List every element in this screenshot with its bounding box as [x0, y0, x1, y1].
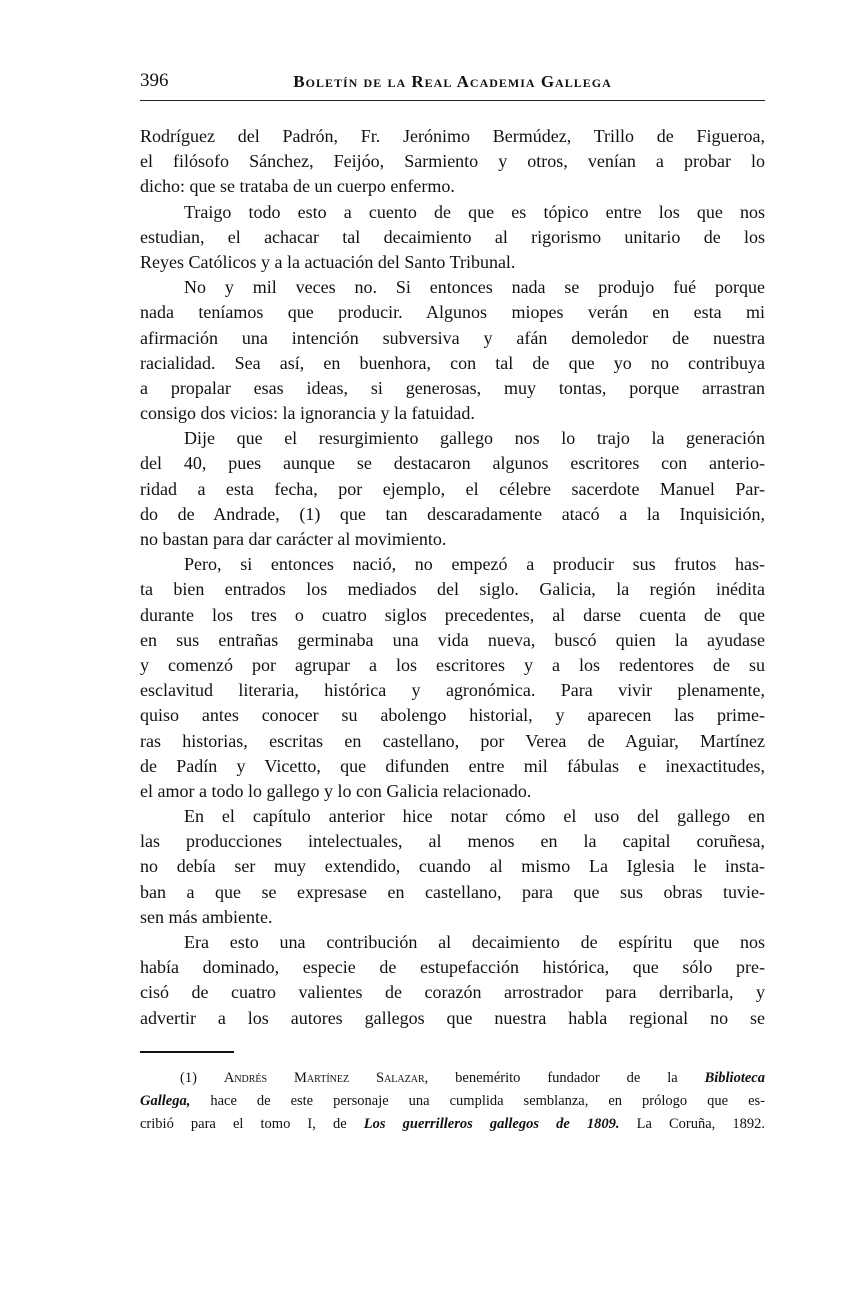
header-rule [140, 100, 765, 101]
body-line: y comenzó por agrupar a los escritores y a los redentores de su [140, 654, 765, 675]
footnote [140, 1067, 765, 1136]
body-line: afirmación una intención subversiva y afán demoledor de nuestra [140, 327, 765, 348]
footnote-text: hace de este personaje una cumplida semblanza, en prólogo que es- [210, 1093, 765, 1109]
body-line: Rodríguez del Padrón, Fr. Jerónimo Bermúdez, Trillo de Figueroa, [140, 126, 765, 146]
body-text [140, 124, 765, 1031]
footnote-title: Biblioteca [704, 1070, 765, 1086]
body-line: Era esto una contribución al decaimiento de espíritu que nos [184, 932, 765, 952]
body-line: No y mil veces no. Si entonces nada se produjo fué porque [184, 277, 765, 298]
body-line: Dije que el resurgimiento gallego nos lo trajo la generación [184, 428, 765, 449]
body-line: advertir a los autores gallegos que nuestra habla regional no se [140, 1007, 765, 1028]
footnote-line [140, 1090, 765, 1113]
body-line: en sus entrañas germinaba una vida nueva, buscó quien la ayudase [140, 629, 765, 650]
body-line: había dominado, especie de estupefacción histórica, que sólo pre- [140, 957, 765, 978]
body-line: el amor a todo lo gallego y lo con Galicia relacionado. [140, 780, 532, 801]
page-number: 396 [140, 70, 169, 91]
body-line: no bastan para dar carácter al movimiento. [140, 529, 447, 549]
body-line: esclavitud literaria, histórica y agronómica. Para vivir plenamente, [140, 680, 765, 701]
body-line: las producciones intelectuales, al menos en la capital coruñesa, [140, 831, 765, 852]
footnote-book-title: Los guerrilleros gallegos de 1809. [363, 1116, 620, 1132]
body-line: ta bien entrados los mediados del siglo. Galicia, la región inédita [140, 579, 765, 600]
body-line: el filósofo Sánchez, Feijóo, Sarmiento y otros, venían a probar lo [140, 151, 765, 172]
footnote-text: La Coruña, 1892. [636, 1116, 766, 1132]
body-line: quiso antes conocer su abolengo historial, y aparecen las prime- [140, 705, 765, 726]
body-line: ban a que se expresase en castellano, para que sus obras tuvie- [140, 881, 765, 902]
body-line: do de Andrade, (1) que tan descaradamente atacó a la Inquisición, [140, 503, 765, 524]
body-line: nada teníamos que producir. Algunos miopes verán en esta mi [140, 302, 765, 323]
body-line: a propalar esas ideas, si generosas, muy tontas, porque arrastran [140, 377, 765, 398]
body-line: racialidad. Sea así, en buenhora, con tal de que yo no contribuya [140, 352, 765, 373]
footnote-line [140, 1067, 765, 1090]
footnote-text: cribió para el tomo I, de [140, 1116, 347, 1132]
footnote-rule [140, 1051, 234, 1053]
footnote-marker: (1) [180, 1070, 197, 1086]
body-line: ras historias, escritas en castellano, por Verea de Aguiar, Martínez [140, 730, 765, 751]
body-line: Pero, si entonces nació, no empezó a producir sus frutos has- [184, 554, 765, 575]
body-line: Traigo todo esto a cuento de que es tópico entre los que nos [184, 201, 765, 222]
footnote-author: Andrés Martínez Salazar, [223, 1070, 429, 1086]
footnote-text: benemérito fundador de la [455, 1070, 678, 1086]
body-line: durante los tres o cuatro siglos precedentes, al darse cuenta de que [140, 604, 765, 625]
body-line: dicho: que se trataba de un cuerpo enfermo. [140, 176, 455, 197]
body-line: sen más ambiente. [140, 906, 273, 927]
footnote-line [140, 1113, 765, 1136]
body-line: estudian, el achacar tal decaimiento al rigorismo unitario de los [140, 226, 765, 247]
body-line: de Padín y Vicetto, que difunden entre mil fábulas e inexactitudes, [140, 755, 765, 776]
footnote-title: Gallega, [140, 1093, 191, 1109]
body-line: no debía ser muy extendido, cuando al mismo La Iglesia le insta- [140, 856, 765, 877]
body-line: Reyes Católicos y a la actuación del Santo Tribunal. [140, 251, 516, 272]
body-line: cisó de cuatro valientes de corazón arrostrador para derribarla, y [140, 982, 765, 1003]
body-line: consigo dos vicios: la ignorancia y la fatuidad. [140, 403, 475, 424]
body-line: del 40, pues aunque se destacaron algunos escritores con anterio- [140, 453, 765, 474]
running-title: Boletín de la Real Academia Gallega [293, 72, 612, 91]
body-line: ridad a esta fecha, por ejemplo, el célebre sacerdote Manuel Par- [140, 478, 765, 499]
body-line: En el capítulo anterior hice notar cómo el uso del gallego en [184, 806, 765, 827]
